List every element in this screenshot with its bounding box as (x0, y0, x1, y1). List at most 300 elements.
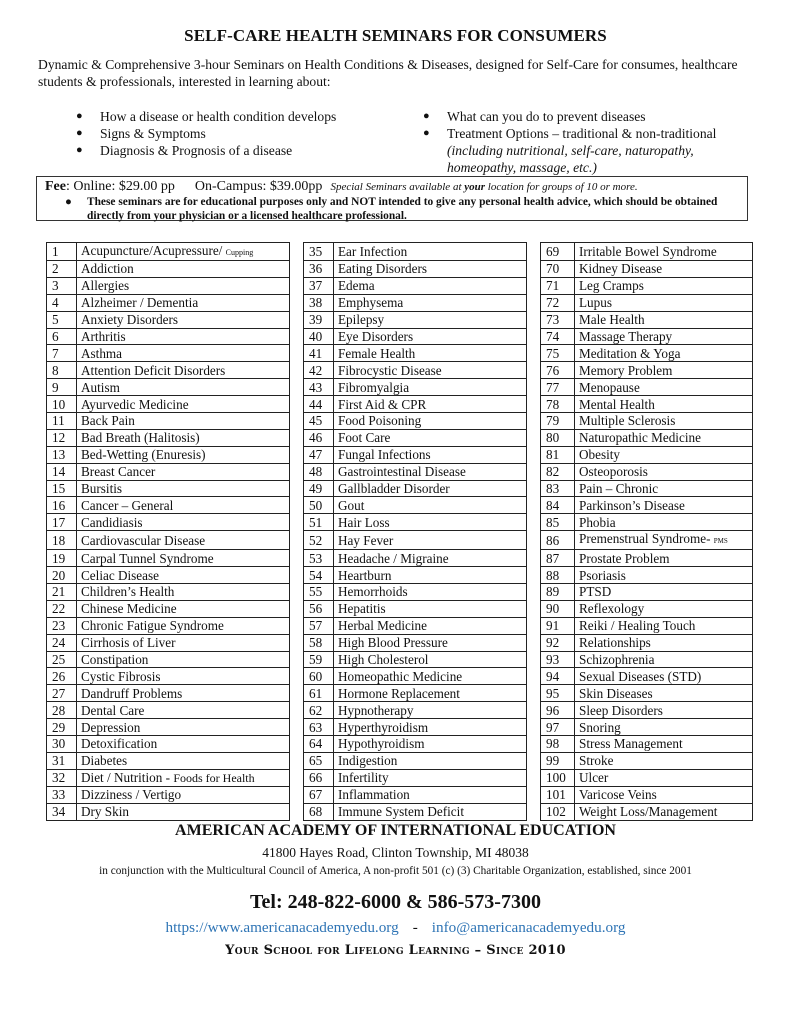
seminar-number: 55 (304, 584, 334, 601)
seminar-number: 98 (541, 736, 575, 753)
column-spacer (527, 550, 541, 567)
seminar-number: 44 (304, 396, 334, 413)
seminar-name: Multiple Sclerosis (575, 413, 753, 430)
seminar-name: Memory Problem (575, 362, 753, 379)
column-spacer (290, 396, 304, 413)
seminar-number: 97 (541, 719, 575, 736)
seminar-table (46, 242, 753, 821)
seminar-name: Emphysema (334, 294, 527, 311)
column-spacer (527, 803, 541, 820)
seminar-number: 12 (47, 429, 77, 446)
seminar-number: 67 (304, 786, 334, 803)
seminar-name: Chronic Fatigue Syndrome (77, 617, 290, 634)
table-row (47, 752, 753, 769)
seminar-name: Bed-Wetting (Enuresis) (77, 446, 290, 463)
bullet-icon: ● (423, 110, 430, 122)
seminar-number: 10 (47, 396, 77, 413)
column-spacer (290, 413, 304, 430)
column-spacer (290, 463, 304, 480)
column-spacer (290, 497, 304, 514)
seminar-number: 68 (304, 803, 334, 820)
seminar-name: Celiac Disease (77, 567, 290, 584)
seminar-name: Mental Health (575, 396, 753, 413)
seminar-name: Female Health (334, 345, 527, 362)
seminar-number: 33 (47, 786, 77, 803)
seminar-name: Hay Fever (334, 531, 527, 550)
table-row (47, 617, 753, 634)
seminar-number: 101 (541, 786, 575, 803)
seminar-number: 72 (541, 294, 575, 311)
table-row (47, 379, 753, 396)
seminar-number: 60 (304, 668, 334, 685)
seminar-name-suffix: Cupping (225, 248, 254, 257)
column-spacer (527, 786, 541, 803)
seminar-number: 9 (47, 379, 77, 396)
seminar-name: Sexual Diseases (STD) (575, 668, 753, 685)
seminar-name: Allergies (77, 277, 290, 294)
seminar-number: 16 (47, 497, 77, 514)
seminar-name: Foot Care (334, 429, 527, 446)
seminar-name: Ayurvedic Medicine (77, 396, 290, 413)
column-spacer (527, 362, 541, 379)
seminar-name: Hair Loss (334, 514, 527, 531)
table-row (47, 429, 753, 446)
seminar-number: 36 (304, 261, 334, 278)
seminar-name: Diabetes (77, 752, 290, 769)
column-spacer (290, 685, 304, 702)
page-title: SELF-CARE HEALTH SEMINARS FOR CONSUMERS (184, 26, 607, 45)
fee-on-campus: On-Campus: $39.00pp (194, 179, 323, 194)
seminar-name: Children’s Health (77, 584, 290, 601)
seminar-name: Schizophrenia (575, 651, 753, 668)
seminar-name: Hepatitis (334, 600, 527, 617)
seminar-number: 30 (47, 736, 77, 753)
seminar-number: 87 (541, 550, 575, 567)
seminar-number: 34 (47, 803, 77, 820)
seminar-number: 63 (304, 719, 334, 736)
seminar-number: 71 (541, 277, 575, 294)
contact-links (0, 919, 791, 937)
column-spacer (527, 719, 541, 736)
table-row (47, 600, 753, 617)
table-row (47, 294, 753, 311)
table-row (47, 413, 753, 430)
seminar-name: Gout (334, 497, 527, 514)
column-spacer (290, 243, 304, 261)
seminar-name: Irritable Bowel Syndrome (575, 243, 753, 261)
seminar-number: 75 (541, 345, 575, 362)
table-row (47, 345, 753, 362)
column-spacer (527, 413, 541, 430)
column-spacer (290, 277, 304, 294)
column-spacer (290, 668, 304, 685)
seminar-name: Detoxification (77, 736, 290, 753)
table-row (47, 736, 753, 753)
seminar-name: Reiki / Healing Touch (575, 617, 753, 634)
seminar-name: Addiction (77, 261, 290, 278)
table-row (47, 362, 753, 379)
seminar-number: 102 (541, 803, 575, 820)
seminar-number: 31 (47, 752, 77, 769)
table-row (47, 786, 753, 803)
seminar-number: 58 (304, 634, 334, 651)
seminar-number: 53 (304, 550, 334, 567)
seminar-name: High Blood Pressure (334, 634, 527, 651)
column-spacer (527, 277, 541, 294)
seminar-name: Reflexology (575, 600, 753, 617)
seminar-name: PTSD (575, 584, 753, 601)
column-spacer (527, 345, 541, 362)
seminar-name: Prostate Problem (575, 550, 753, 567)
seminar-name: Inflammation (334, 786, 527, 803)
seminar-number: 95 (541, 685, 575, 702)
column-spacer (290, 550, 304, 567)
seminar-number: 96 (541, 702, 575, 719)
table-row (47, 567, 753, 584)
column-spacer (527, 463, 541, 480)
seminar-number: 73 (541, 311, 575, 328)
column-spacer (290, 345, 304, 362)
seminar-number: 13 (47, 446, 77, 463)
seminar-number: 25 (47, 651, 77, 668)
seminar-name: Heartburn (334, 567, 527, 584)
seminar-name: Eye Disorders (334, 328, 527, 345)
seminar-name: Immune System Deficit (334, 803, 527, 820)
seminar-name: Cancer – General (77, 497, 290, 514)
seminar-number: 43 (304, 379, 334, 396)
column-spacer (527, 480, 541, 497)
table-row (47, 719, 753, 736)
seminar-name: Homeopathic Medicine (334, 668, 527, 685)
seminar-number: 26 (47, 668, 77, 685)
seminar-number: 99 (541, 752, 575, 769)
bullet-icon: ● (76, 144, 83, 156)
seminar-name: Leg Cramps (575, 277, 753, 294)
seminar-name: Gallbladder Disorder (334, 480, 527, 497)
column-spacer (527, 567, 541, 584)
seminar-name: Epilepsy (334, 311, 527, 328)
table-row (47, 311, 753, 328)
seminar-name: Psoriasis (575, 567, 753, 584)
table-row (47, 584, 753, 601)
seminar-name: Meditation & Yoga (575, 345, 753, 362)
website-link[interactable]: https://www.americanacademyedu.org (165, 919, 399, 936)
seminar-number: 69 (541, 243, 575, 261)
seminar-number: 90 (541, 600, 575, 617)
seminar-name: Alzheimer / Dementia (77, 294, 290, 311)
seminar-name: Hypothyroidism (334, 736, 527, 753)
table-row (47, 243, 753, 261)
column-spacer (290, 651, 304, 668)
seminar-name: Diet / Nutrition - Foods for Health (77, 769, 290, 786)
seminar-number: 64 (304, 736, 334, 753)
column-spacer (290, 362, 304, 379)
seminar-name: Pain – Chronic (575, 480, 753, 497)
seminar-number: 65 (304, 752, 334, 769)
seminar-name: Premenstrual Syndrome- PMS (575, 531, 753, 550)
seminar-name: Depression (77, 719, 290, 736)
seminar-number: 86 (541, 531, 575, 550)
bullet-icon: ● (76, 110, 83, 122)
seminar-number: 5 (47, 311, 77, 328)
address: 41800 Hayes Road, Clinton Township, MI 48038 (262, 845, 529, 860)
seminar-name: Edema (334, 277, 527, 294)
column-spacer (290, 514, 304, 531)
topic-item: ● Diagnosis & Prognosis of a disease (76, 143, 293, 158)
seminar-number: 77 (541, 379, 575, 396)
seminar-number: 88 (541, 567, 575, 584)
column-spacer (290, 311, 304, 328)
column-spacer (290, 261, 304, 278)
seminar-number: 21 (47, 584, 77, 601)
seminar-name: Ear Infection (334, 243, 527, 261)
seminar-number: 76 (541, 362, 575, 379)
column-spacer (527, 261, 541, 278)
column-spacer (290, 446, 304, 463)
seminar-number: 35 (304, 243, 334, 261)
seminar-number: 42 (304, 362, 334, 379)
column-spacer (290, 803, 304, 820)
seminar-name: Food Poisoning (334, 413, 527, 430)
seminar-name: Bad Breath (Halitosis) (77, 429, 290, 446)
seminar-name: Fibrocystic Disease (334, 362, 527, 379)
topic-item: ● Signs & Symptoms (76, 126, 206, 141)
seminar-name: Dry Skin (77, 803, 290, 820)
seminar-name: Male Health (575, 311, 753, 328)
seminar-name: Varicose Veins (575, 786, 753, 803)
table-row (47, 328, 753, 345)
seminar-name: Indigestion (334, 752, 527, 769)
table-row (47, 463, 753, 480)
seminar-number: 41 (304, 345, 334, 362)
seminar-number: 15 (47, 480, 77, 497)
column-spacer (290, 531, 304, 550)
seminar-name: Dizziness / Vertigo (77, 786, 290, 803)
seminar-name: Breast Cancer (77, 463, 290, 480)
column-spacer (527, 651, 541, 668)
seminar-number: 62 (304, 702, 334, 719)
column-spacer (290, 702, 304, 719)
seminar-name-suffix: Foods for Health (173, 770, 255, 785)
seminar-name: Asthma (77, 345, 290, 362)
column-spacer (527, 685, 541, 702)
seminar-number: 28 (47, 702, 77, 719)
tagline: Your School for Lifelong Learning – Since 2010 (225, 943, 566, 958)
table-row (47, 396, 753, 413)
seminar-name: Autism (77, 379, 290, 396)
seminar-number: 47 (304, 446, 334, 463)
seminar-name: Ulcer (575, 769, 753, 786)
seminar-number: 22 (47, 600, 77, 617)
column-spacer (527, 446, 541, 463)
seminar-name: First Aid & CPR (334, 396, 527, 413)
seminar-number: 23 (47, 617, 77, 634)
seminar-number: 4 (47, 294, 77, 311)
seminar-number: 2 (47, 261, 77, 278)
seminar-name: Kidney Disease (575, 261, 753, 278)
seminar-number: 92 (541, 634, 575, 651)
seminar-name: Stroke (575, 752, 753, 769)
seminar-number: 1 (47, 243, 77, 261)
column-spacer (290, 752, 304, 769)
column-spacer (290, 617, 304, 634)
topic-item: ● How a disease or health condition develops (76, 109, 337, 124)
seminar-name: Hyperthyroidism (334, 719, 527, 736)
table-row (47, 685, 753, 702)
column-spacer (527, 702, 541, 719)
column-spacer (527, 243, 541, 261)
seminar-name: Cardiovascular Disease (77, 531, 290, 550)
seminar-name: Attention Deficit Disorders (77, 362, 290, 379)
seminar-number: 89 (541, 584, 575, 601)
seminar-name: Hemorrhoids (334, 584, 527, 601)
seminar-name: Back Pain (77, 413, 290, 430)
seminar-number: 50 (304, 497, 334, 514)
bullet-icon: ● (76, 127, 83, 139)
column-spacer (290, 379, 304, 396)
seminar-name: Infertility (334, 769, 527, 786)
seminar-name: Snoring (575, 719, 753, 736)
seminar-name: Hormone Replacement (334, 685, 527, 702)
column-spacer (290, 328, 304, 345)
column-spacer (527, 328, 541, 345)
table-row (47, 446, 753, 463)
seminar-name: Obesity (575, 446, 753, 463)
link-separator: - (412, 919, 418, 936)
column-spacer (527, 600, 541, 617)
seminar-number: 17 (47, 514, 77, 531)
table-row (47, 531, 753, 550)
seminar-name: Candidiasis (77, 514, 290, 531)
seminar-name: Carpal Tunnel Syndrome (77, 550, 290, 567)
seminar-name: Anxiety Disorders (77, 311, 290, 328)
table-row (47, 514, 753, 531)
seminar-name: High Cholesterol (334, 651, 527, 668)
table-row (47, 803, 753, 820)
column-spacer (290, 567, 304, 584)
column-spacer (290, 600, 304, 617)
column-spacer (290, 736, 304, 753)
table-row (47, 277, 753, 294)
table-row (47, 651, 753, 668)
seminar-number: 57 (304, 617, 334, 634)
seminar-name: Massage Therapy (575, 328, 753, 345)
topics-list-right (423, 108, 763, 176)
seminar-name: Stress Management (575, 736, 753, 753)
column-spacer (527, 752, 541, 769)
seminar-number: 66 (304, 769, 334, 786)
column-spacer (290, 769, 304, 786)
seminar-name: Dental Care (77, 702, 290, 719)
seminar-number: 46 (304, 429, 334, 446)
column-spacer (527, 617, 541, 634)
seminar-number: 83 (541, 480, 575, 497)
seminar-number: 7 (47, 345, 77, 362)
seminar-number: 11 (47, 413, 77, 430)
intro-paragraph: Dynamic & Comprehensive 3-hour Seminars on Health Conditions & Diseases, designed for Self-Care for consumes, healthcare students & professionals, interested in learning about: (38, 57, 738, 89)
seminar-name: Gastrointestinal Disease (334, 463, 527, 480)
seminar-name-suffix: PMS (713, 537, 728, 546)
fee-label: Fee (45, 179, 66, 194)
seminar-name: Phobia (575, 514, 753, 531)
seminar-number: 70 (541, 261, 575, 278)
column-spacer (527, 514, 541, 531)
telephone: Tel: 248-822-6000 & 586-573-7300 (250, 891, 541, 913)
seminar-number: 45 (304, 413, 334, 430)
seminar-number: 14 (47, 463, 77, 480)
seminar-name: Cystic Fibrosis (77, 668, 290, 685)
seminar-name: Osteoporosis (575, 463, 753, 480)
seminar-name: Acupuncture/Acupressure/ Cupping (77, 243, 290, 261)
column-spacer (290, 634, 304, 651)
seminar-name: Menopause (575, 379, 753, 396)
seminar-name: Skin Diseases (575, 685, 753, 702)
fee-online: : Online: $29.00 pp (65, 179, 175, 194)
seminar-number: 8 (47, 362, 77, 379)
table-row (47, 769, 753, 786)
column-spacer (290, 294, 304, 311)
topics-list-left (76, 108, 406, 159)
seminar-name: Eating Disorders (334, 261, 527, 278)
seminar-number: 19 (47, 550, 77, 567)
column-spacer (527, 311, 541, 328)
seminar-number: 94 (541, 668, 575, 685)
table-row (47, 497, 753, 514)
seminar-name: Chinese Medicine (77, 600, 290, 617)
seminar-number: 100 (541, 769, 575, 786)
seminar-name: Cirrhosis of Liver (77, 634, 290, 651)
seminar-name: Fungal Infections (334, 446, 527, 463)
seminar-name: Arthritis (77, 328, 290, 345)
seminar-number: 40 (304, 328, 334, 345)
seminar-number: 49 (304, 480, 334, 497)
topic-item: ● What can you do to prevent diseases (423, 109, 646, 124)
table-row (47, 668, 753, 685)
seminar-number: 79 (541, 413, 575, 430)
bullet-icon: ● (423, 127, 430, 139)
column-spacer (527, 429, 541, 446)
column-spacer (527, 769, 541, 786)
email-link[interactable]: info@americanacademyedu.org (431, 919, 626, 936)
seminar-number: 74 (541, 328, 575, 345)
column-spacer (290, 480, 304, 497)
seminar-number: 18 (47, 531, 77, 550)
affiliation-note: in conjunction with the Multicultural Council of America, A non-profit 501 (c) (3) Charitable Organization, established, since 2001 (99, 865, 692, 877)
seminar-name: Weight Loss/Management (575, 803, 753, 820)
topic-item: ● Treatment Options – traditional & non-traditional (including nutritional, self-care, naturopathy, homeopathy, massage, etc.) (423, 126, 717, 175)
table-row (47, 550, 753, 567)
seminar-number: 6 (47, 328, 77, 345)
seminar-name: Dandruff Problems (77, 685, 290, 702)
seminar-number: 78 (541, 396, 575, 413)
seminar-name: Bursitis (77, 480, 290, 497)
seminar-number: 61 (304, 685, 334, 702)
special-seminars-note: Special Seminars available at your location for groups of 10 or more. (330, 181, 638, 193)
seminar-number: 84 (541, 497, 575, 514)
seminar-name: Fibromyalgia (334, 379, 527, 396)
seminar-number: 39 (304, 311, 334, 328)
seminar-name: Relationships (575, 634, 753, 651)
seminar-name: Headache / Migraine (334, 550, 527, 567)
seminar-number: 37 (304, 277, 334, 294)
disclaimer: ● These seminars are for educational purposes only and NOT intended to give any personal health advice, which should be obtained directly from your physician or a licensed healthcare professional. (65, 196, 718, 222)
table-row (47, 634, 753, 651)
seminar-number: 32 (47, 769, 77, 786)
seminar-number: 29 (47, 719, 77, 736)
column-spacer (527, 634, 541, 651)
seminar-number: 93 (541, 651, 575, 668)
table-row (47, 480, 753, 497)
